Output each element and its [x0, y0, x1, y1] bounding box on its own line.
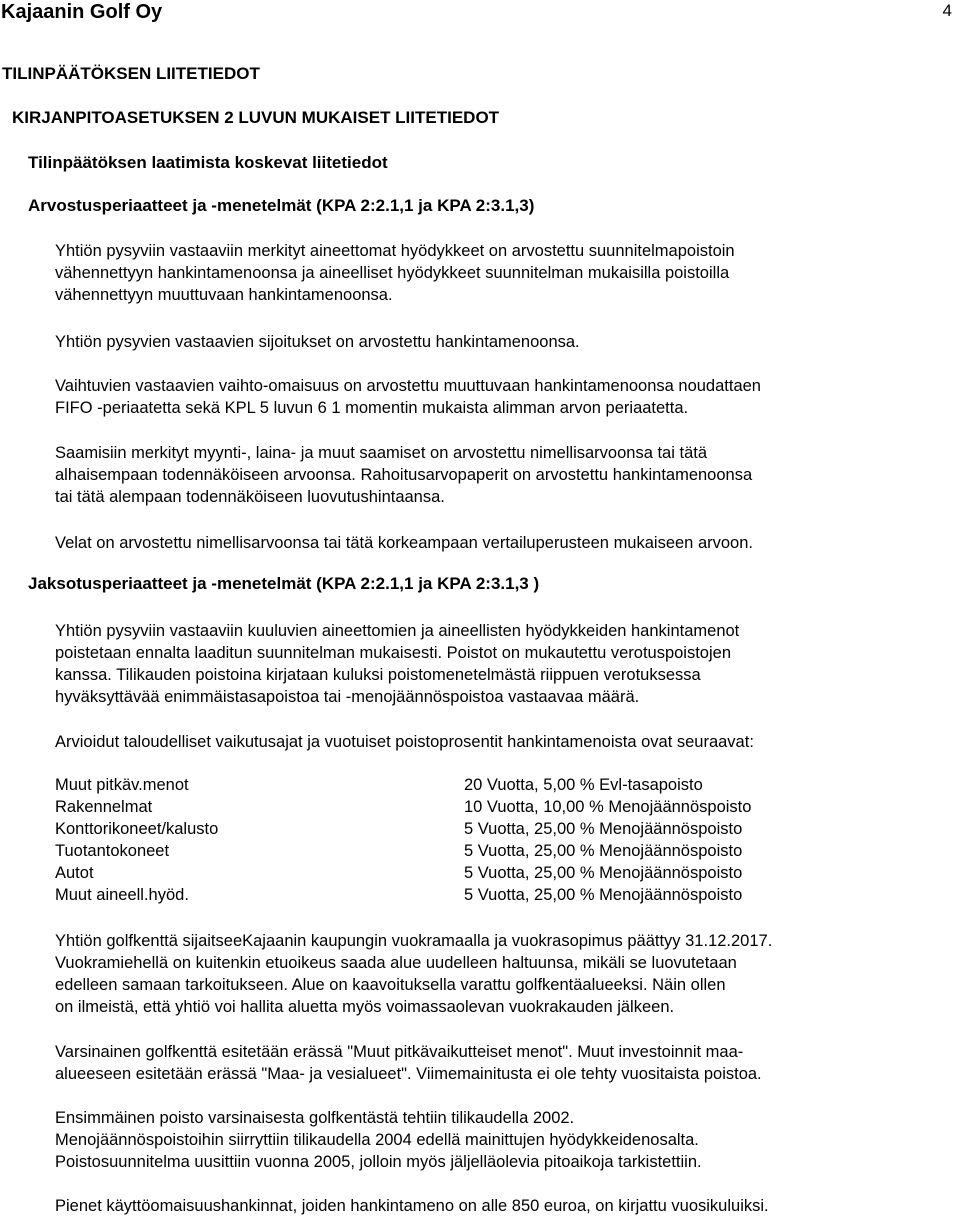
heading-accrual-principles: Jaksotusperiaatteet ja -menetelmät (KPA 2:2.1,1 ja KPA 2:3.1,3 ) [28, 574, 540, 593]
text-line: Menojäännöspoistoihin siirryttiin tilikaudella 2004 edellä mainittujen hyödykkeidenosalta. [55, 1131, 699, 1149]
paragraph-golf-course-lease [55, 930, 772, 1018]
depreciation-rate: 20 Vuotta, 5,00 % Evl-tasapoisto [464, 776, 703, 794]
asset-name: Autot [55, 864, 94, 882]
text-line: Saamisiin merkityt myynti-, laina- ja muut saamiset on arvostettu nimellisarvoonsa tai tätä [55, 444, 707, 462]
text-line: on ilmeistä, että yhtiö voi hallita aluetta myös voimassaolevan vuokrakauden jälkeen. [55, 998, 675, 1016]
text-line: edelleen samaan tarkoitukseen. Alue on kaavoituksella varattu golfkentäalueeksi. Näin ollen [55, 976, 726, 994]
paragraph-depreciation-history [55, 1107, 702, 1173]
text-line: Yhtiön golfkenttä sijaitseeKajaanin kaupungin vuokramaalla ja vuokrasopimus päättyy 31.12.2017. [55, 932, 773, 950]
depreciation-rate: 5 Vuotta, 25,00 % Menojäännöspoisto [464, 842, 743, 860]
text-line: vähennettyyn muuttuvaan hankintamenoonsa. [55, 286, 393, 304]
text-line: tai tätä alempaan todennäköiseen luovutushintaansa. [55, 488, 445, 506]
text-line: Yhtiön pysyvien vastaavien sijoitukset on arvostettu hankintamenoonsa. [55, 333, 580, 351]
text-line: Velat on arvostettu nimellisarvoonsa tai tätä korkeampaan vertailuperusteen mukaiseen arvoon. [55, 534, 753, 552]
text-line: poistetaan ennalta laaditun suunnitelman mukaisesti. Poistot on mukautettu verotuspoistojen [55, 644, 732, 662]
page-number: 4 [942, 1, 952, 20]
asset-name: Muut aineell.hyöd. [55, 886, 189, 904]
asset-name: Muut pitkäv.menot [55, 776, 189, 794]
text-line: FIFO -periaatetta sekä KPL 5 luvun 6 1 momentin mukaista alimman arvon periaatetta. [55, 399, 689, 417]
depreciation-rate: 5 Vuotta, 25,00 % Menojäännöspoisto [464, 864, 743, 882]
asset-name: Konttorikoneet/kalusto [55, 820, 219, 838]
text-line: Yhtiön pysyviin vastaaviin merkityt aineettomat hyödykkeet on arvostettu suunnitelmapoistoin [55, 242, 735, 260]
heading-preparation-notes: Tilinpäätöksen laatimista koskevat liitetiedot [28, 153, 388, 172]
depreciation-rate: 5 Vuotta, 25,00 % Menojäännöspoisto [464, 820, 743, 838]
paragraph-inventory [55, 375, 761, 419]
text-line: Yhtiön pysyviin vastaaviin kuuluvien aineettomien ja aineellisten hyödykkeiden hankintamenot [55, 622, 740, 640]
paragraph-liabilities [55, 532, 753, 554]
paragraph-useful-lives-intro [55, 731, 754, 753]
text-line: alueeseen esitetään erässä "Maa- ja vesialueet". Viimemainitusta ei ole tehty vuositaista poistoa. [55, 1065, 762, 1083]
company-name: Kajaanin Golf Oy [1, 1, 163, 23]
paragraph-golf-course-presentation [55, 1041, 762, 1085]
heading-notes: TILINPÄÄTÖKSEN LIITETIEDOT [2, 64, 260, 83]
heading-accounting-decree: KIRJANPITOASETUKSEN 2 LUVUN MUKAISET LIITETIEDOT [12, 108, 500, 127]
text-line: Arvioidut taloudelliset vaikutusajat ja vuotuiset poistoprosentit hankintamenoista ovat seuraavat: [55, 733, 754, 751]
text-line: Ensimmäinen poisto varsinaisesta golfkentästä tehtiin tilikaudella 2002. [55, 1109, 575, 1127]
text-line: alhaisempaan todennäköiseen arvoonsa. Rahoitusarvopaperit on arvostettu hankintamenoonsa [55, 466, 753, 484]
depreciation-rate: 5 Vuotta, 25,00 % Menojäännöspoisto [464, 886, 743, 904]
text-line: Pienet käyttöomaisuushankinnat, joiden hankintameno on alle 850 euroa, on kirjattu vuosikuluiksi. [55, 1197, 769, 1215]
text-line: Varsinainen golfkenttä esitetään erässä "Muut pitkävaikutteiset menot". Muut investoinnit maa- [55, 1043, 744, 1061]
paragraph-depreciation [55, 620, 739, 708]
paragraph-intangible-valuation [55, 240, 735, 306]
text-line: Poistosuunnitelma uusittiin vuonna 2005, jolloin myös jäljelläolevia pitoaikoja tarkistettiin. [55, 1153, 702, 1171]
depreciation-rate: 10 Vuotta, 10,00 % Menojäännöspoisto [464, 798, 752, 816]
text-line: hyväksyttävää enimmäistasapoistoa tai -menojäännöspoistoa vastaavaa määrä. [55, 688, 640, 706]
text-line: Vaihtuvien vastaavien vaihto-omaisuus on arvostettu muuttuvaan hankintamenoonsa noudattaen [55, 377, 761, 395]
heading-valuation-principles: Arvostusperiaatteet ja -menetelmät (KPA 2:2.1,1 ja KPA 2:3.1,3) [28, 196, 535, 215]
asset-name: Tuotantokoneet [55, 842, 170, 860]
text-line: Vuokramiehellä on kuitenkin etuoikeus saada alue uudelleen haltuunsa, mikäli se luovutetaan [55, 954, 737, 972]
paragraph-investments [55, 331, 580, 353]
text-line: kanssa. Tilikauden poistoina kirjataan kuluksi poistomenetelmästä riippuen verotuksessa [55, 666, 701, 684]
paragraph-receivables [55, 442, 752, 508]
paragraph-small-acquisitions [55, 1195, 769, 1217]
text-line: vähennettyyn hankintamenoonsa ja aineelliset hyödykkeet suunnitelman mukaisilla poistoilla [55, 264, 730, 282]
asset-name: Rakennelmat [55, 798, 153, 816]
